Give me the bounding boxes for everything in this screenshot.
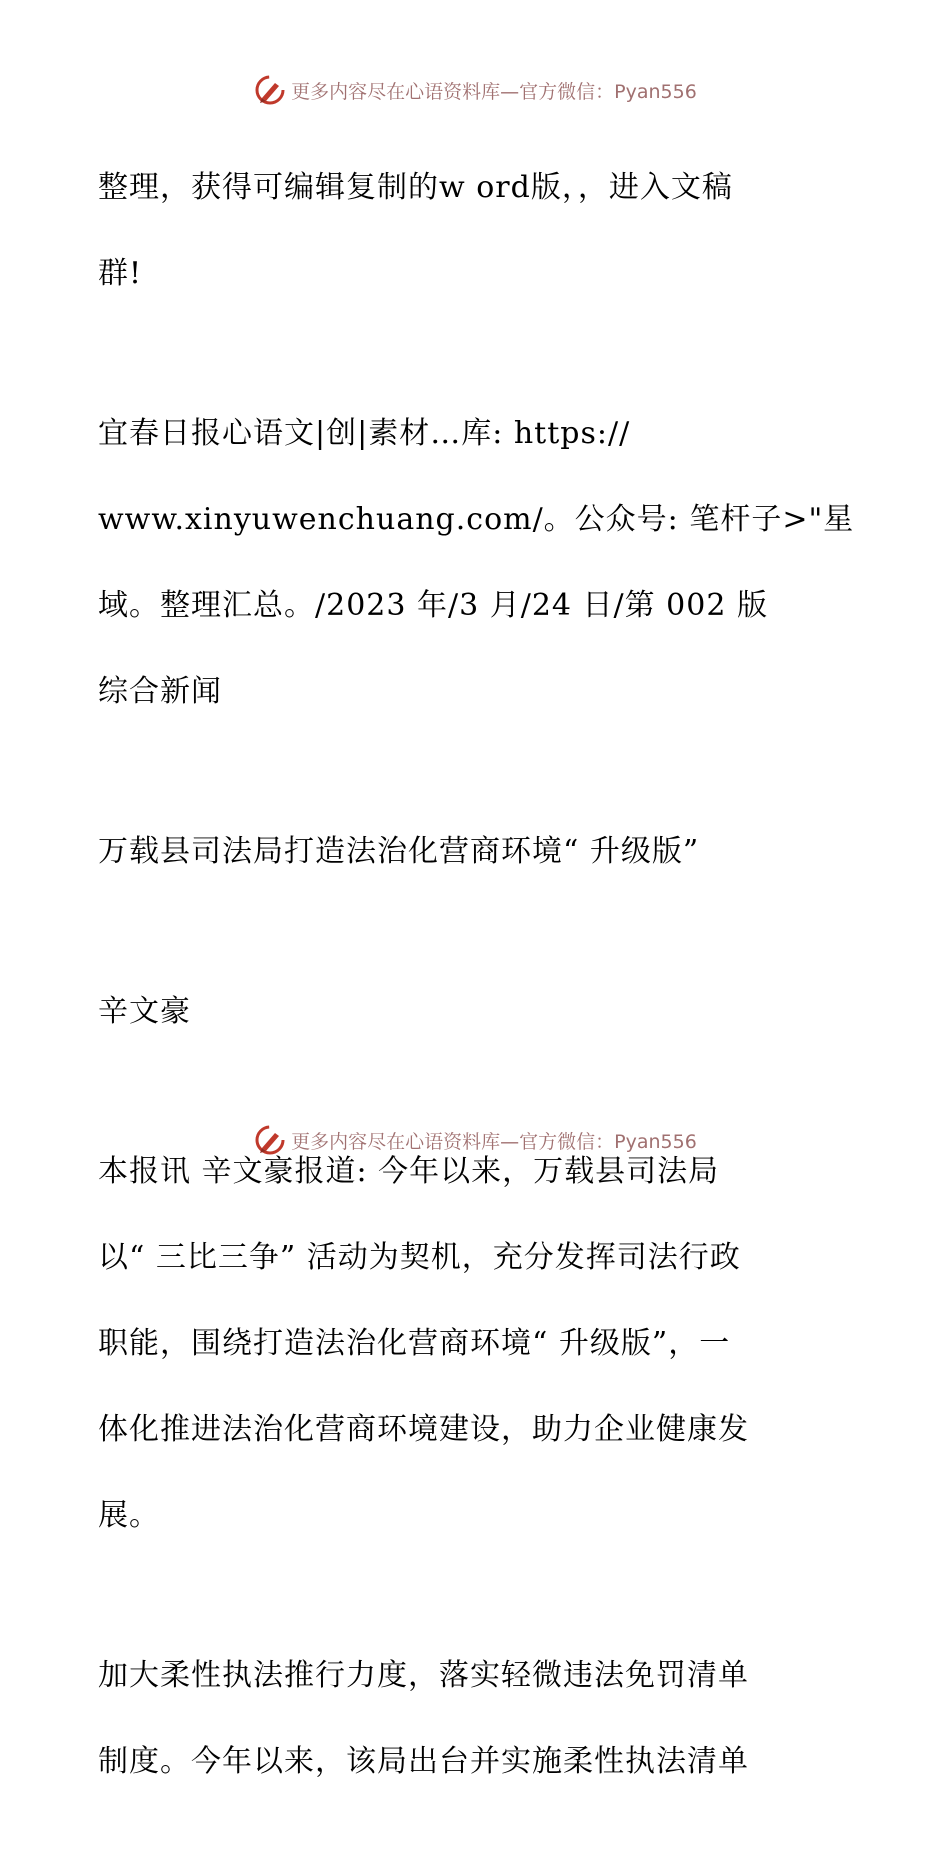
text-line: 本报讯 辛文豪报道: 今年以来，万载县司法局 bbox=[98, 1154, 720, 1189]
paragraph bbox=[98, 123, 858, 338]
article-title bbox=[98, 787, 858, 916]
text-line: 职能，围绕打造法治化营商环境“ 升级版”，一 bbox=[98, 1326, 731, 1361]
text-line: 加大柔性执法推行力度，落实轻微违法免罚清单 bbox=[98, 1658, 749, 1693]
text-line: 体化推进法治化营商环境建设，助力企业健康发 bbox=[98, 1412, 749, 1447]
document-body bbox=[98, 123, 858, 1857]
paragraph bbox=[98, 1611, 858, 1826]
text-line: 域。整理汇总。/2023 年/3 月/24 日/第 002 版 bbox=[98, 588, 768, 623]
footer-watermark-banner bbox=[0, 1120, 950, 1160]
text-line: 展。 bbox=[98, 1498, 160, 1533]
text-line: 群! bbox=[98, 256, 143, 291]
author-byline bbox=[98, 947, 858, 1076]
paragraph bbox=[98, 1107, 858, 1580]
watermark-text: 更多内容尽在心语资料库—官方微信：Pyan556 bbox=[291, 80, 697, 103]
text-line: 整理，获得可编辑复制的w ord版，，进入文稿 bbox=[98, 170, 733, 205]
text-line: www.xinyuwenchuang.com/。公众号: 笔杆子>"星 bbox=[98, 502, 855, 537]
text-line: 综合新闻 bbox=[98, 674, 222, 709]
text-line: 辛文豪 bbox=[98, 994, 191, 1029]
text-line: 制度。今年以来，该局出台并实施柔性执法清单 bbox=[98, 1744, 749, 1779]
text-line: 以“ 三比三争” 活动为契机，充分发挥司法行政 bbox=[98, 1240, 741, 1275]
watermark-text: 更多内容尽在心语资料库—官方微信：Pyan556 bbox=[291, 1130, 697, 1153]
pen-logo-icon bbox=[253, 73, 287, 107]
text-line: 宜春日报心语文|创|素材…库: https:// bbox=[98, 416, 631, 451]
paragraph bbox=[98, 369, 858, 756]
pen-logo-icon bbox=[253, 1123, 287, 1157]
header-watermark-banner bbox=[0, 70, 950, 110]
text-line: 万载县司法局打造法治化营商环境“ 升级版” bbox=[98, 834, 700, 869]
